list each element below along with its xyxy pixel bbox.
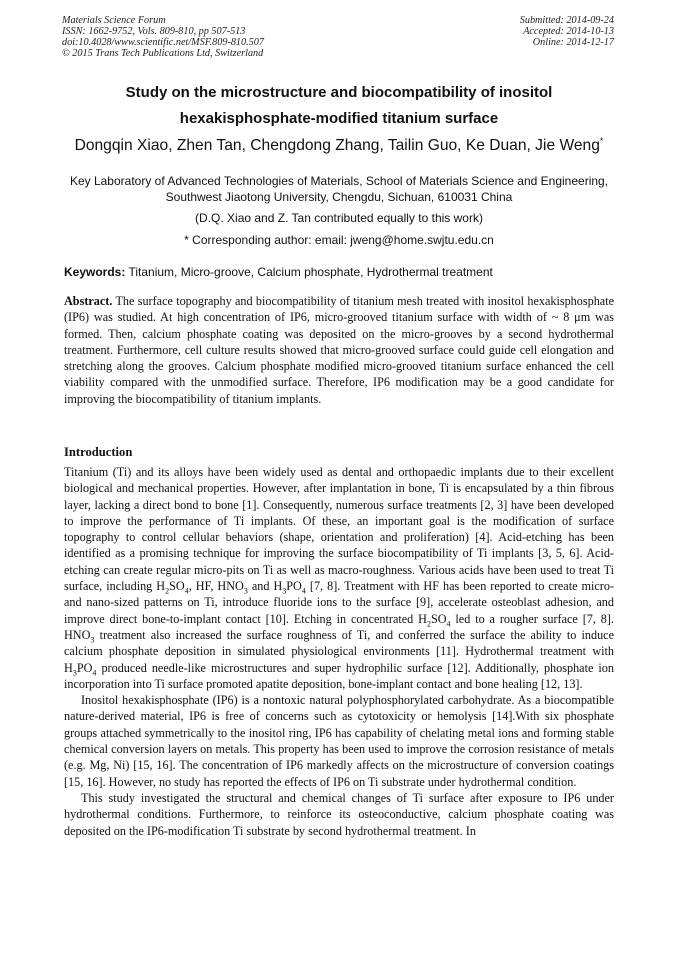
section-heading-introduction: Introduction [64, 445, 133, 459]
dates-header [520, 15, 614, 48]
abstract [64, 293, 614, 407]
copyright-line: © 2015 Trans Tech Publications Ltd, Switzerland [62, 48, 264, 59]
introduction-body [64, 464, 614, 839]
title-line-1: Study on the microstructure and biocompatibility of inositol [125, 84, 553, 101]
issn-line: ISSN: 1662-9752, Vols. 809-810, pp 507-513 [62, 26, 246, 37]
corresponding-mark: * [599, 135, 604, 146]
abstract-label: Abstract. [64, 294, 113, 308]
journal-name: Materials Science Forum [62, 15, 166, 26]
equal-contribution-note: (D.Q. Xiao and Z. Tan contributed equally to this work) [195, 211, 483, 225]
keywords [64, 265, 616, 279]
affiliation-address: Key Laboratory of Advanced Technologies of Materials, School of Materials Science and Engineering, Southwest Jiaotong University, Chengdu, Sichuan, 610031 China [69, 174, 609, 204]
keywords-text: Titanium, Micro-groove, Calcium phosphate, Hydrothermal treatment [128, 265, 493, 279]
submitted-date: Submitted: 2014-09-24 [519, 15, 614, 26]
keywords-label: Keywords: [64, 265, 126, 279]
title-line-2: hexakisphosphate-modified titanium surface [179, 110, 499, 127]
online-date: Online: 2014-12-17 [532, 37, 614, 48]
author-list [30, 136, 648, 156]
intro-paragraph-3: This study investigated the structural and chemical changes of Ti surface after exposure to IP6 under hydrothermal conditions. Furthermore, to reinforce its osteoconductive, calcium phosphate coating was deposited on the IP6-modification Ti substrate by second hydrothermal treatment. In [64, 790, 614, 838]
intro-paragraph-2: Inositol hexakisphosphate (IP6) is a nontoxic natural polyphosphorylated carbohydrate. As a biocompatible nature-derived material, IP6 is free of concerns such as cytotoxicity or hemolysis [14].With six phosphate groups attached symmetrically to the inositol ring, IP6 has capability of chelating metal ions and forming stable chemical conversion layers on metals. This property has been used to improve the corrosion resistance of metals (e.g. Mg, Ni) [15, 16]. The concentration of IP6 markedly affects on the microstructure of conversion coatings [15, 16]. However, no study has reported the effects of IP6 on Ti substrate under hydrothermal condition. [64, 693, 614, 789]
doi-line[interactable]: doi:10.4028/www.scientific.net/MSF.809-810.507 [62, 37, 264, 48]
accepted-date: Accepted: 2014-10-13 [523, 26, 614, 37]
paper-title [40, 80, 638, 132]
author-names: Dongqin Xiao, Zhen Tan, Chengdong Zhang, Tailin Guo, Ke Duan, Jie Weng [74, 137, 600, 154]
corresponding-author[interactable]: * Corresponding author: email: jweng@home.swjtu.edu.cn [184, 232, 494, 247]
abstract-text: The surface topography and biocompatibility of titanium mesh treated with inositol hexakisphosphate (IP6) was studied. At high concentration of IP6, micro-grooved titanium surface with width of ~ 8 μm was formed. Then, calcium phosphate coating was deposited on the micro-grooves by a second hydrothermal treatment. Furthermore, cell culture results showed that micro-grooved surface could guide cell elongation and stretching along the grooves. Calcium phosphate modified micro-grooved titanium surface enhanced the cell viability compared with the unmodified surface. Therefore, IP6 modification may be a good candidate for improving the biocompatibility of titanium implants. [64, 294, 614, 406]
journal-header [62, 15, 264, 59]
intro-paragraph-1: Titanium (Ti) and its alloys have been widely used as dental and orthopaedic implants due to their excellent biological and mechanical properties. However, after implantation in bone, Ti is encapsulated by a thin fibrous layer, lacking a direct bond to bone [1]. Consequently, numerous surface treatments [2, 3] have been developed to improve the performance of Ti implants. Of these, an important goal is the modification of surface topography to control cellular behaviors (shape, orientation and proliferation) [4]. Acid-etching has been identified as a promising technique for improving the surface biocompatibility of Ti implants [3, 5, 6]. Acid-etching can create regular micro-pits on Ti as well as macro-roughness. Various acids have been used to treat Ti surface, including $H_2SO_4$, HF, $HNO_3$ and $H_3PO_4$ [7, 8]. Treatment with HF has been reported to create micro- and nano-sized patterns on Ti, introduce fluoride ions to the surface [9], accelerate osteoblast adhesion, and improve direct bone-to-implant contact [10]. Etching in concentrated $H_2SO_4$ led to a rougher surface [7, 8]. $HNO_3$ treatment also increased the surface roughness of Ti, and conferred the surface the ability to induce calcium phosphate deposition in simulated physiological environments [11]. Hydrothermal treatment with $H_3PO_4$ produced needle-like microstructures and super hydrophilic surface [12]. Additionally, phosphate ion incorporation into Ti surface promoted apatite deposition, bone-implant contact and bone healing [12, 13]. [64, 465, 615, 691]
affiliation-block [60, 174, 618, 254]
